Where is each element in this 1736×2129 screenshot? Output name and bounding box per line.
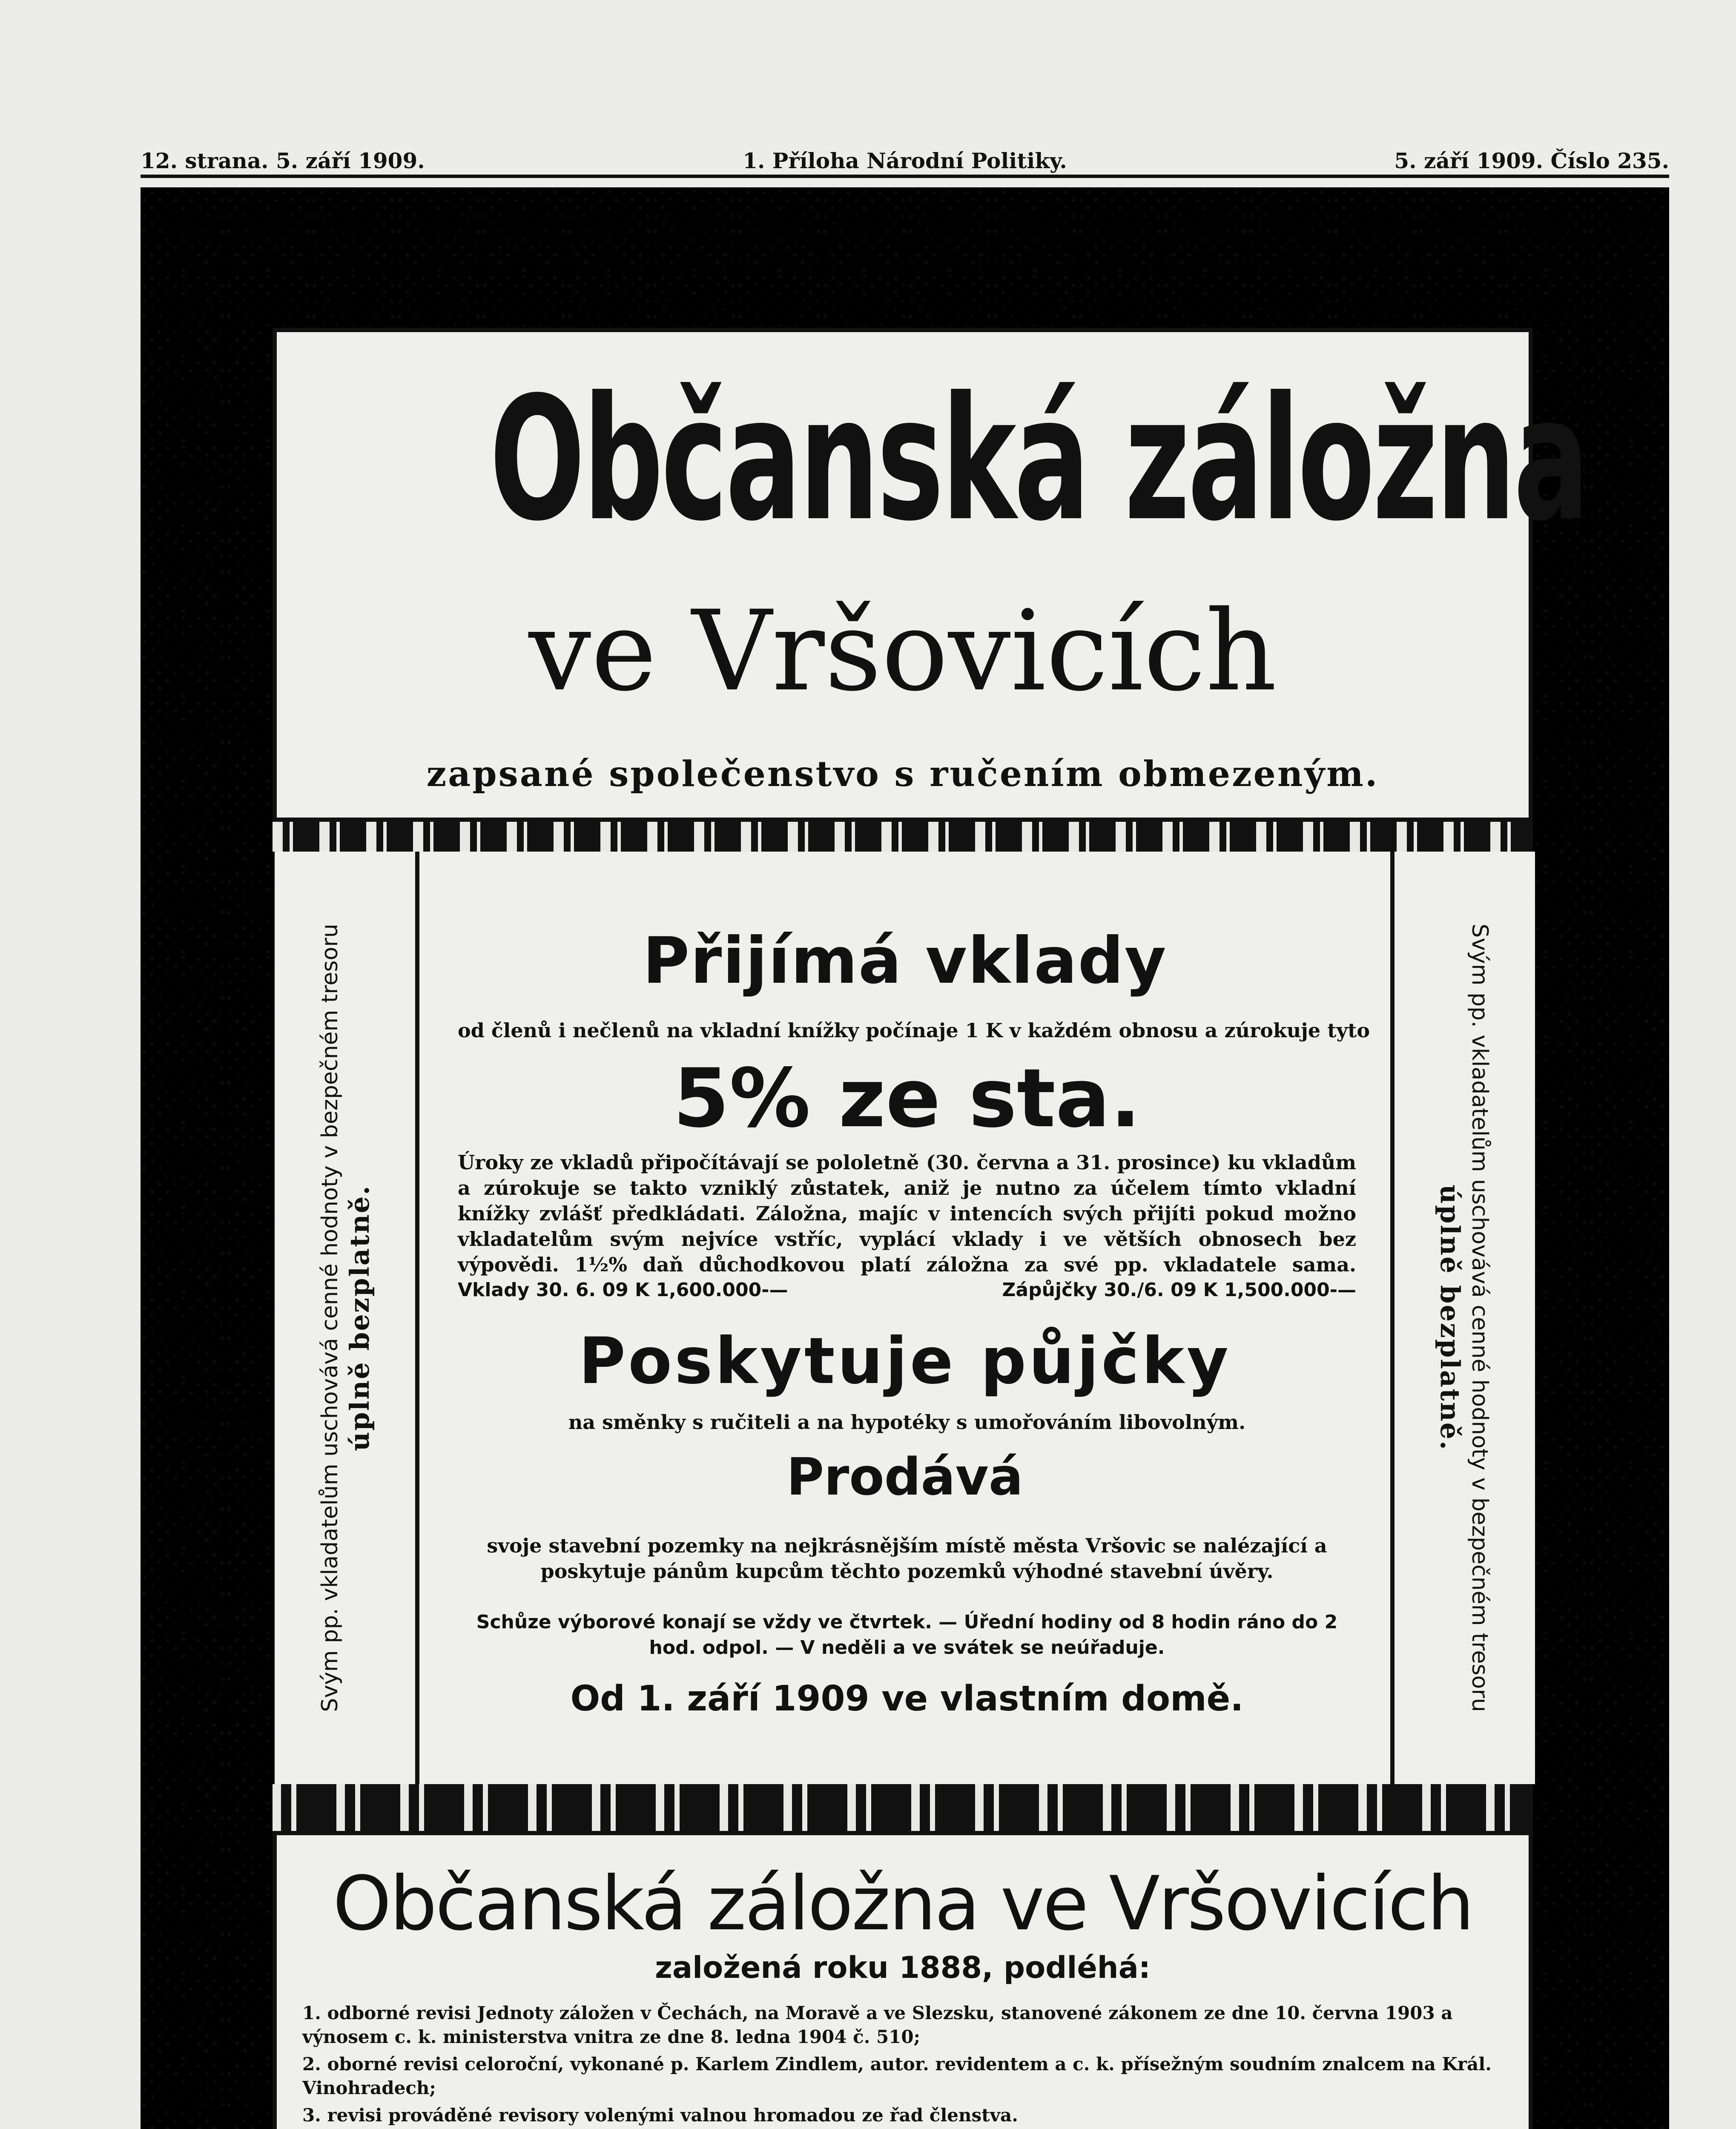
deposits-heading: Přijímá vklady [643,924,1167,998]
side-note-right-line1: Svým pp. vkladatelům uschovává cenné hodnoty v bezpečném tresoru [1467,924,1492,1712]
sales-heading: Prodává [786,1448,1023,1507]
loans-total: Zápůjčky 30./6. 09 K 1,500.000-— [1002,1279,1356,1301]
header-page-date: 12. strana. 5. září 1909. [141,148,425,173]
interest-rate: 5% ze sta. [673,1051,1141,1145]
header-issue: 5. září 1909. Číslo 235. [1394,148,1669,173]
side-note-right-text [1435,924,1495,1712]
from-date: Od 1. září 1909 ve vlastním domě. [570,1679,1244,1719]
deposits-text: od členů i nečlenů na vkladní knížky počínaje 1 K v každém obnosu a zúrokuje tyto [458,1019,1370,1042]
side-note-left [275,852,415,1784]
side-note-right [1395,852,1535,1784]
side-note-left-line1: Svým pp. vkladatelům uschovává cenné hodnoty v bezpečném tresoru [317,924,343,1712]
advertisement-services [415,852,1395,1784]
deposits-total: Vklady 30. 6. 09 K 1,600.000-— [458,1279,788,1301]
side-note-left-text [315,924,375,1712]
ad-title-place: ve Vršovicích [528,587,1277,716]
services-content [419,852,1390,1784]
footer-subtitle: založená roku 1888, podléhá: [655,1950,1151,1985]
side-note-left-line2: úplně bezplatně. [344,1185,375,1451]
ornamental-divider-lower [273,1784,1533,1831]
interest-text: Úroky ze vkladů připočítávají se pololetně (30. června a 31. prosince) ku vkladům a zúrokuje se takto vzniklý zůstatek, aniž je nutno za účelem tímto vkladní knížky zvlášť předkládati. Záložna, majíc v intencích svých přijíti pokud možno vkladatelům svým nejvíce vstříc, vyplácí vklady i ve větších obnosech bez výpovědi. 1½% daň důchodkovou platí záložna za své pp. vkladatele sama. [458,1151,1356,1276]
audit-item: 3. revisi prováděné revisory volenými valnou hromadou ze řad členstva. [302,2105,1018,2126]
header-publication: 1. Příloha Národní Politiky. [743,148,1067,173]
footer-title: Občanská záložna ve Vršovicích [333,1861,1473,1947]
ad-subtitle: zapsané společenstvo s ručením obmezeným. [426,754,1379,795]
ornamental-divider [273,822,1533,852]
page-header [141,141,1669,175]
loans-text: na směnky s ručiteli a na hypotéky s umořováním libovolným. [568,1411,1246,1434]
advertisement-footer [273,1831,1533,2129]
audit-item: 1. odborné revisi Jednoty záložen v Čechách, na Moravě a ve Slezsku, stanovené zákonem ze dne 10. června 1903 a výnosem c. k. ministerstva vnitra ze dne 8. ledna 1904 č. 510; [302,2003,1453,2047]
header-rule [141,175,1669,178]
ad-title: Občanská záložna [489,361,1587,559]
advertisement-masthead [273,328,1587,822]
side-note-right-line2: úplně bezplatně. [1435,1185,1466,1451]
office-hours: Schůze výborové konají se vždy ve čtvrtek. — Úřední hodiny od 8 hodin ráno do 2 hod. odpol. — V neděli a ve svátek se neúřaduje. [476,1611,1338,1658]
sales-text: svoje stavební pozemky na nejkrásnějším místě města Vršovic se nalézající a poskytuje pánům kupcům těchto pozemků výhodné stavební úvěry. [487,1534,1327,1583]
audit-item: 2. oborné revisi celoroční, vykonané p. Karlem Zindlem, autor. revidentem a c. k. přísežným soudním znalcem na Král. Vinohradech; [302,2054,1492,2098]
loans-heading: Poskytuje půjčky [579,1324,1231,1398]
audit-list [302,2001,1507,2129]
